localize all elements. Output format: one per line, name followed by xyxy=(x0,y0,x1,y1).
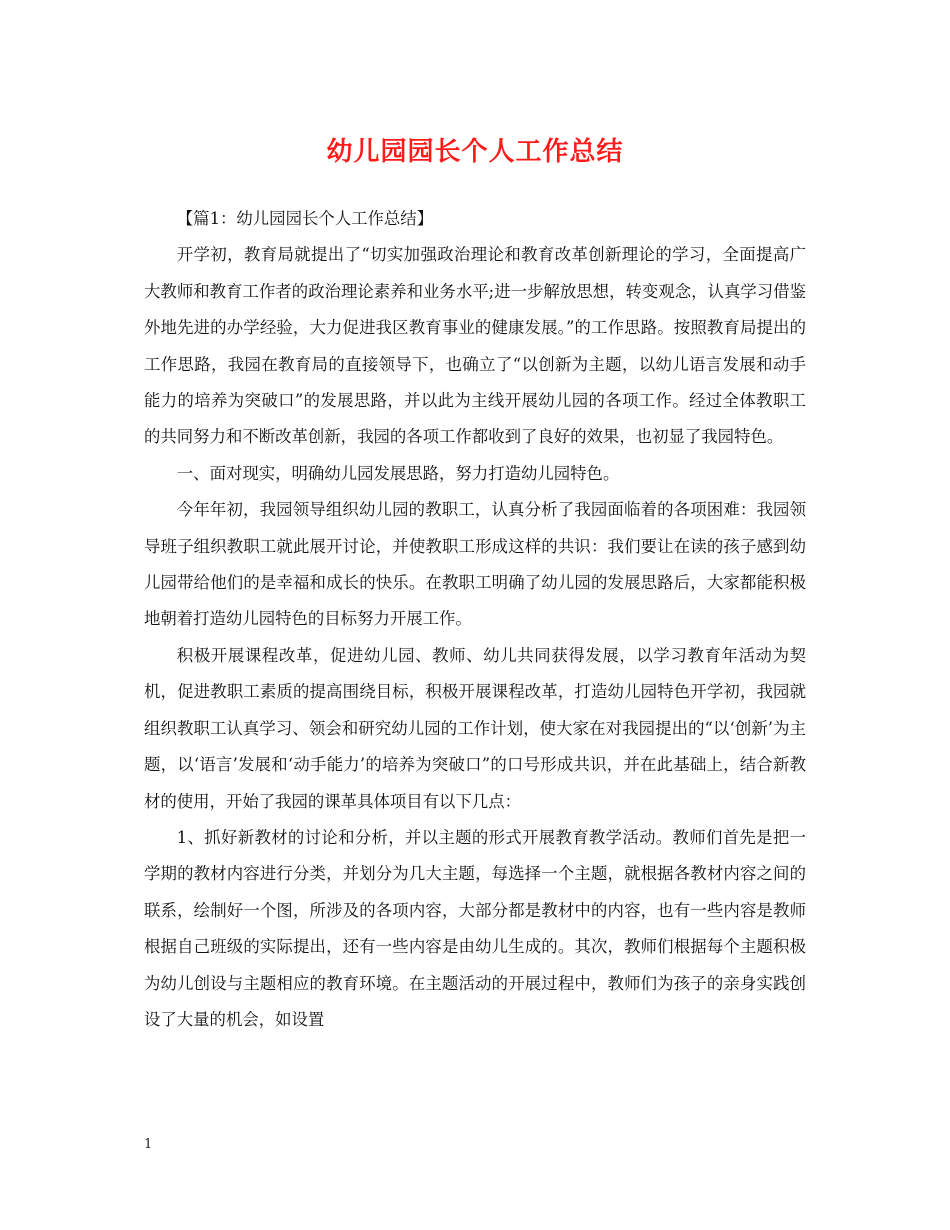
paragraph: 积极开展课程改革，促进幼儿园、教师、幼儿共同获得发展，以学习教育年活动为契机，促进教职工素质的提高围绕目标，积极开展课程改革，打造幼儿园特色开学初，我园就组织教职工认真学习、领会和研究幼儿园的工作计划，使大家在对我园提出的“以‘创新’为主题，以‘语言’发展和‘动手能力’的培养为突破口”的口号形成共识，并在此基础上，结合新教材的使用，开始了我园的课革具体项目有以下几点： xyxy=(144,645,806,811)
document-title: 幼儿园园长个人工作总结 xyxy=(326,137,624,167)
section-heading: 【篇1：幼儿园园长个人工作总结】 xyxy=(176,209,434,228)
paragraph: 一、面对现实，明确幼儿园发展思路，努力打造幼儿园特色。 xyxy=(176,463,620,483)
paragraph: 开学初，教育局就提出了“切实加强政治理论和教育改革创新理论的学习，全面提高广大教师和教育工作者的政治理论素养和业务水平;进一步解放思想，转变观念，认真学习借鉴外地先进的办学经验，大力促进我区教育事业的健康发展。”的工作思路。按照教育局提出的工作思路，我园在教育局的直接领导下，也确立了“以创新为主题，以幼儿语言发展和动手能力的培养为突破口”的发展思路，并以此为主线开展幼儿园的各项工作。经过全体教职工的共同努力和不断改革创新，我园的各项工作都收到了良好的效果，也初显了我园特色。 xyxy=(144,245,806,447)
document-body xyxy=(144,201,806,1038)
paragraph: 今年年初，我园领导组织幼儿园的教职工，认真分析了我园面临着的各项困难：我园领导班子组织教职工就此展开讨论，并使教职工形成这样的共识：我们要让在读的孩子感到幼儿园带给他们的是幸福和成长的快乐。在教职工明确了幼儿园的发展思路后，大家都能积极地朝着打造幼儿园特色的目标努力开展工作。 xyxy=(144,500,806,629)
paragraph: 1、抓好新教材的讨论和分析，并以主题的形式开展教育教学活动。教师们首先是把一学期的教材内容进行分类，并划分为几大主题，每选择一个主题，就根据各教材内容之间的联系，绘制好一个图，所涉及的各项内容，大部分都是教材中的内容，也有一些内容是教师根据自己班级的实际提出，还有一些内容是由幼儿生成的。其次，教师们根据每个主题积极为幼儿创设与主题相应的教育环境。在主题活动的开展过程中，教师们为孩子的亲身实践创设了大量的机会，如设置 xyxy=(144,827,806,1029)
page-number: 1 xyxy=(144,1137,153,1152)
